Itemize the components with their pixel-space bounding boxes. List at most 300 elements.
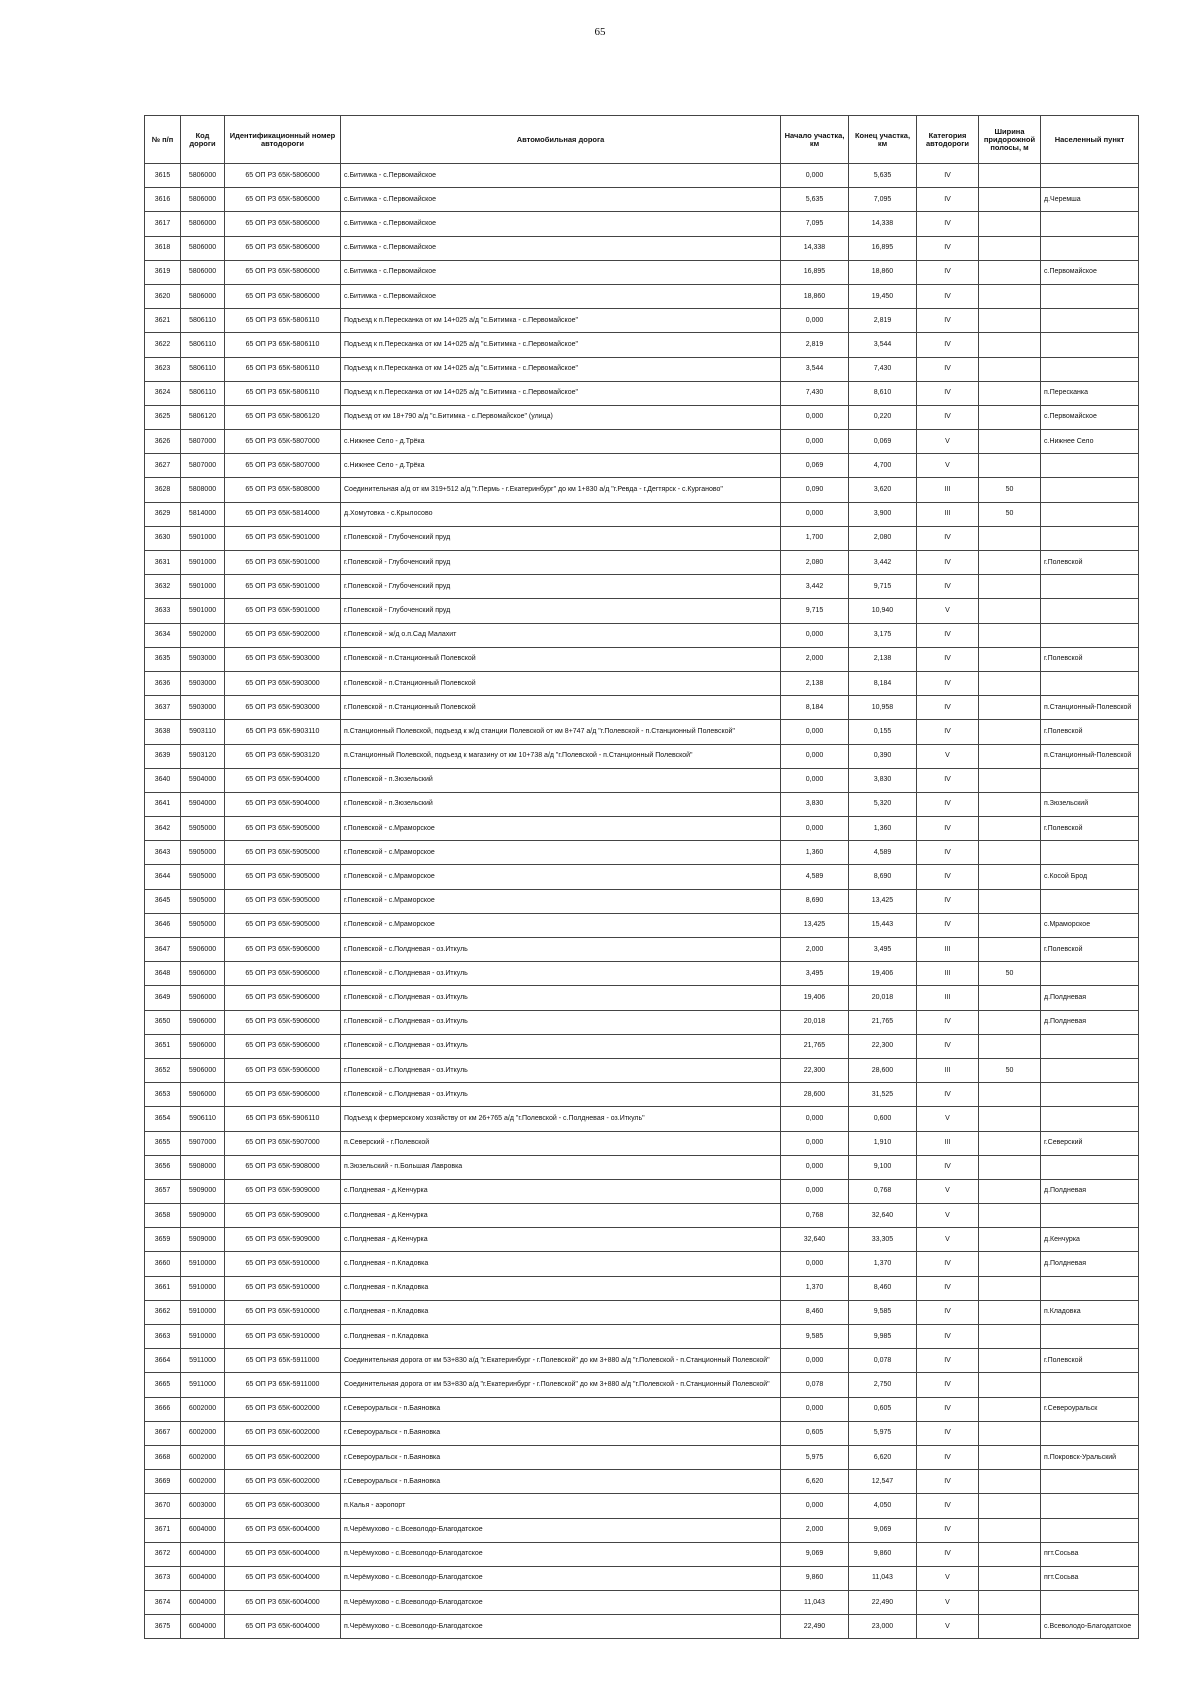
cell-end-km: 22,490 <box>849 1591 917 1615</box>
table-row <box>145 405 1139 429</box>
cell-road-code: 5905000 <box>181 913 225 937</box>
table-row <box>145 502 1139 526</box>
cell-road-code: 5806000 <box>181 260 225 284</box>
cell-settlement: с.Нижнее Село <box>1041 430 1139 454</box>
cell-index: 3656 <box>145 1155 181 1179</box>
cell-road-name: с.Полдневая - д.Кенчурка <box>341 1179 781 1203</box>
cell-start-km: 7,095 <box>781 212 849 236</box>
cell-index: 3666 <box>145 1397 181 1421</box>
cell-roadside-width <box>979 260 1041 284</box>
cell-category: IV <box>917 526 979 550</box>
table-row <box>145 1542 1139 1566</box>
cell-category: IV <box>917 1397 979 1421</box>
cell-road-name: с.Полдневая - д.Кенчурка <box>341 1204 781 1228</box>
cell-road-code: 5901000 <box>181 599 225 623</box>
cell-road-code: 6004000 <box>181 1615 225 1639</box>
table-row <box>145 454 1139 478</box>
cell-road-code: 5902000 <box>181 623 225 647</box>
cell-end-km: 0,605 <box>849 1397 917 1421</box>
cell-roadside-width <box>979 986 1041 1010</box>
cell-roadside-width <box>979 1131 1041 1155</box>
table-row <box>145 1083 1139 1107</box>
cell-road-code: 5911000 <box>181 1373 225 1397</box>
cell-index: 3637 <box>145 696 181 720</box>
cell-end-km: 5,320 <box>849 792 917 816</box>
cell-road-id: 65 ОП РЗ 65К-5908000 <box>225 1155 341 1179</box>
cell-end-km: 3,442 <box>849 551 917 575</box>
cell-road-name: г.Полевской - Глубоченский пруд <box>341 575 781 599</box>
table-row <box>145 889 1139 913</box>
cell-category: IV <box>917 1470 979 1494</box>
table-row <box>145 333 1139 357</box>
cell-category: V <box>917 1591 979 1615</box>
cell-road-code: 6004000 <box>181 1518 225 1542</box>
cell-road-id: 65 ОП РЗ 65К-6004000 <box>225 1542 341 1566</box>
cell-road-name: Соединительная дорога от км 53+830 а/д "г.Екатеринбург - г.Полевской" до км 3+880 а/д "г.Полевской - п.Станционный Полевской" <box>341 1373 781 1397</box>
cell-road-id: 65 ОП РЗ 65К-5909000 <box>225 1179 341 1203</box>
cell-roadside-width <box>979 430 1041 454</box>
cell-end-km: 0,768 <box>849 1179 917 1203</box>
cell-road-name: Подъезд к п.Пересканка от км 14+025 а/д "с.Битимка - с.Первомайское" <box>341 381 781 405</box>
cell-road-id: 65 ОП РЗ 65К-5806000 <box>225 212 341 236</box>
cell-end-km: 5,635 <box>849 164 917 188</box>
cell-roadside-width <box>979 1566 1041 1590</box>
header-end-km: Конец участка, км <box>849 116 917 164</box>
cell-settlement <box>1041 1107 1139 1131</box>
cell-roadside-width: 50 <box>979 1058 1041 1082</box>
cell-roadside-width: 50 <box>979 962 1041 986</box>
cell-category: IV <box>917 284 979 308</box>
cell-settlement: п.Пересканка <box>1041 381 1139 405</box>
cell-index: 3621 <box>145 309 181 333</box>
cell-category: IV <box>917 1034 979 1058</box>
cell-road-id: 65 ОП РЗ 65К-5903120 <box>225 744 341 768</box>
cell-road-id: 65 ОП РЗ 65К-5905000 <box>225 841 341 865</box>
cell-start-km: 3,544 <box>781 357 849 381</box>
cell-road-name: п.Станционный Полевской, подъезд к магазину от км 10+738 а/д "г.Полевской - п.Станционный Полевской" <box>341 744 781 768</box>
cell-road-code: 5903000 <box>181 696 225 720</box>
cell-index: 3623 <box>145 357 181 381</box>
cell-road-code: 5808000 <box>181 478 225 502</box>
cell-settlement: г.Полевской <box>1041 720 1139 744</box>
cell-start-km: 22,300 <box>781 1058 849 1082</box>
cell-index: 3655 <box>145 1131 181 1155</box>
cell-category: IV <box>917 236 979 260</box>
cell-roadside-width <box>979 647 1041 671</box>
cell-road-name: г.Полевской - с.Мраморское <box>341 913 781 937</box>
cell-start-km: 0,000 <box>781 1397 849 1421</box>
cell-road-id: 65 ОП РЗ 65К-5906000 <box>225 986 341 1010</box>
table-row <box>145 720 1139 744</box>
cell-category: III <box>917 502 979 526</box>
cell-settlement <box>1041 671 1139 695</box>
cell-road-code: 5907000 <box>181 1131 225 1155</box>
cell-roadside-width <box>979 623 1041 647</box>
cell-roadside-width <box>979 1300 1041 1324</box>
cell-settlement: с.Всеволодо-Благодатское <box>1041 1615 1139 1639</box>
cell-category: IV <box>917 1300 979 1324</box>
cell-road-name: с.Битимка - с.Первомайское <box>341 236 781 260</box>
cell-settlement: г.Полевской <box>1041 817 1139 841</box>
cell-index: 3624 <box>145 381 181 405</box>
table-row <box>145 1518 1139 1542</box>
cell-road-id: 65 ОП РЗ 65К-5905000 <box>225 889 341 913</box>
cell-category: IV <box>917 817 979 841</box>
cell-end-km: 13,425 <box>849 889 917 913</box>
cell-settlement <box>1041 1276 1139 1300</box>
cell-category: III <box>917 478 979 502</box>
cell-start-km: 0,000 <box>781 1131 849 1155</box>
cell-road-code: 5806110 <box>181 333 225 357</box>
cell-start-km: 2,819 <box>781 333 849 357</box>
cell-road-code: 5905000 <box>181 817 225 841</box>
cell-roadside-width <box>979 1204 1041 1228</box>
cell-category: IV <box>917 260 979 284</box>
cell-index: 3669 <box>145 1470 181 1494</box>
cell-category: V <box>917 1179 979 1203</box>
cell-end-km: 7,095 <box>849 188 917 212</box>
cell-road-code: 5905000 <box>181 841 225 865</box>
cell-category: IV <box>917 913 979 937</box>
cell-road-name: Соединительная дорога от км 53+830 а/д "г.Екатеринбург - г.Полевской" до км 3+880 а/д "г.Полевской - п.Станционный Полевской" <box>341 1349 781 1373</box>
cell-start-km: 16,895 <box>781 260 849 284</box>
cell-index: 3670 <box>145 1494 181 1518</box>
table-row <box>145 1204 1139 1228</box>
cell-end-km: 12,547 <box>849 1470 917 1494</box>
cell-road-id: 65 ОП РЗ 65К-6002000 <box>225 1421 341 1445</box>
cell-settlement: с.Первомайское <box>1041 405 1139 429</box>
cell-index: 3618 <box>145 236 181 260</box>
cell-start-km: 20,018 <box>781 1010 849 1034</box>
cell-end-km: 19,406 <box>849 962 917 986</box>
cell-road-code: 5909000 <box>181 1228 225 1252</box>
cell-start-km: 1,700 <box>781 526 849 550</box>
cell-start-km: 2,080 <box>781 551 849 575</box>
cell-start-km: 7,430 <box>781 381 849 405</box>
cell-roadside-width <box>979 744 1041 768</box>
cell-roadside-width <box>979 696 1041 720</box>
cell-road-code: 5807000 <box>181 430 225 454</box>
cell-category: IV <box>917 623 979 647</box>
cell-road-code: 5814000 <box>181 502 225 526</box>
cell-road-id: 65 ОП РЗ 65К-5909000 <box>225 1228 341 1252</box>
cell-roadside-width <box>979 164 1041 188</box>
cell-index: 3644 <box>145 865 181 889</box>
cell-settlement <box>1041 1591 1139 1615</box>
header-index: № п/п <box>145 116 181 164</box>
cell-road-code: 5905000 <box>181 865 225 889</box>
cell-index: 3673 <box>145 1566 181 1590</box>
cell-roadside-width <box>979 526 1041 550</box>
table-row <box>145 309 1139 333</box>
cell-start-km: 0,000 <box>781 744 849 768</box>
cell-road-id: 65 ОП РЗ 65К-5901000 <box>225 551 341 575</box>
cell-road-id: 65 ОП РЗ 65К-5806000 <box>225 164 341 188</box>
cell-index: 3647 <box>145 938 181 962</box>
cell-index: 3616 <box>145 188 181 212</box>
table-row <box>145 1228 1139 1252</box>
cell-road-name: г.Полевской - п.Станционный Полевской <box>341 671 781 695</box>
cell-category: V <box>917 744 979 768</box>
cell-category: IV <box>917 212 979 236</box>
cell-index: 3641 <box>145 792 181 816</box>
cell-end-km: 9,715 <box>849 575 917 599</box>
cell-roadside-width <box>979 575 1041 599</box>
cell-road-name: п.Станционный Полевской, подъезд к ж/д станции Полевской от км 8+747 а/д "г.Полевской - п.Станционный Полевской" <box>341 720 781 744</box>
cell-index: 3640 <box>145 768 181 792</box>
cell-settlement <box>1041 575 1139 599</box>
cell-road-code: 5806110 <box>181 381 225 405</box>
table-row <box>145 1421 1139 1445</box>
cell-start-km: 0,000 <box>781 430 849 454</box>
cell-road-id: 65 ОП РЗ 65К-5904000 <box>225 768 341 792</box>
cell-roadside-width <box>979 768 1041 792</box>
cell-road-code: 5807000 <box>181 454 225 478</box>
table-row <box>145 260 1139 284</box>
cell-category: IV <box>917 696 979 720</box>
cell-start-km: 0,000 <box>781 1494 849 1518</box>
cell-index: 3635 <box>145 647 181 671</box>
cell-settlement: п.Зюзельский <box>1041 792 1139 816</box>
cell-road-name: г.Полевской - с.Полдневая - оз.Иткуль <box>341 1058 781 1082</box>
cell-road-name: г.Полевской - с.Полдневая - оз.Иткуль <box>341 1083 781 1107</box>
cell-road-code: 5806000 <box>181 188 225 212</box>
cell-index: 3648 <box>145 962 181 986</box>
cell-road-name: Подъезд к п.Пересканка от км 14+025 а/д "с.Битимка - с.Первомайское" <box>341 333 781 357</box>
cell-roadside-width <box>979 333 1041 357</box>
cell-start-km: 6,620 <box>781 1470 849 1494</box>
cell-roadside-width <box>979 454 1041 478</box>
cell-road-code: 6004000 <box>181 1591 225 1615</box>
cell-roadside-width <box>979 1179 1041 1203</box>
cell-roadside-width <box>979 357 1041 381</box>
cell-start-km: 9,069 <box>781 1542 849 1566</box>
cell-road-name: г.Полевской - ж/д о.п.Сад Малахит <box>341 623 781 647</box>
cell-settlement <box>1041 164 1139 188</box>
cell-index: 3665 <box>145 1373 181 1397</box>
cell-end-km: 0,155 <box>849 720 917 744</box>
cell-road-code: 5806120 <box>181 405 225 429</box>
cell-road-name: г.Полевской - Глубоченский пруд <box>341 551 781 575</box>
cell-start-km: 18,860 <box>781 284 849 308</box>
table-row <box>145 1010 1139 1034</box>
table-row <box>145 744 1139 768</box>
table-row <box>145 1034 1139 1058</box>
cell-index: 3619 <box>145 260 181 284</box>
cell-start-km: 0,768 <box>781 1204 849 1228</box>
cell-category: III <box>917 962 979 986</box>
table-row <box>145 1058 1139 1082</box>
cell-road-id: 65 ОП РЗ 65К-5909000 <box>225 1204 341 1228</box>
cell-index: 3661 <box>145 1276 181 1300</box>
cell-settlement: г.Полевской <box>1041 551 1139 575</box>
table-row <box>145 1470 1139 1494</box>
cell-start-km: 21,765 <box>781 1034 849 1058</box>
cell-start-km: 0,069 <box>781 454 849 478</box>
cell-roadside-width <box>979 1083 1041 1107</box>
cell-start-km: 22,490 <box>781 1615 849 1639</box>
cell-road-code: 5909000 <box>181 1179 225 1203</box>
cell-end-km: 0,220 <box>849 405 917 429</box>
cell-road-code: 5904000 <box>181 792 225 816</box>
cell-road-id: 65 ОП РЗ 65К-5911000 <box>225 1349 341 1373</box>
cell-roadside-width <box>979 720 1041 744</box>
cell-road-id: 65 ОП РЗ 65К-5808000 <box>225 478 341 502</box>
cell-index: 3651 <box>145 1034 181 1058</box>
cell-category: IV <box>917 1252 979 1276</box>
cell-road-name: г.Североуральск - п.Баяновка <box>341 1421 781 1445</box>
cell-index: 3620 <box>145 284 181 308</box>
cell-road-code: 5903110 <box>181 720 225 744</box>
cell-road-code: 5910000 <box>181 1325 225 1349</box>
table-row <box>145 696 1139 720</box>
cell-index: 3627 <box>145 454 181 478</box>
cell-end-km: 7,430 <box>849 357 917 381</box>
cell-roadside-width: 50 <box>979 478 1041 502</box>
cell-road-name: с.Полдневая - д.Кенчурка <box>341 1228 781 1252</box>
cell-end-km: 8,184 <box>849 671 917 695</box>
cell-road-id: 65 ОП РЗ 65К-5906000 <box>225 1034 341 1058</box>
table-row <box>145 1300 1139 1324</box>
cell-start-km: 2,000 <box>781 1518 849 1542</box>
cell-start-km: 3,830 <box>781 792 849 816</box>
cell-index: 3642 <box>145 817 181 841</box>
cell-end-km: 9,585 <box>849 1300 917 1324</box>
cell-road-id: 65 ОП РЗ 65К-5906000 <box>225 962 341 986</box>
cell-road-code: 5910000 <box>181 1252 225 1276</box>
cell-road-code: 5806000 <box>181 164 225 188</box>
cell-settlement <box>1041 1470 1139 1494</box>
cell-settlement: г.Северский <box>1041 1131 1139 1155</box>
table-row <box>145 913 1139 937</box>
cell-road-name: с.Нижнее Село - д.Трёка <box>341 430 781 454</box>
cell-end-km: 1,360 <box>849 817 917 841</box>
cell-road-id: 65 ОП РЗ 65К-5911000 <box>225 1373 341 1397</box>
cell-end-km: 2,750 <box>849 1373 917 1397</box>
cell-category: V <box>917 1615 979 1639</box>
table-row <box>145 188 1139 212</box>
cell-road-id: 65 ОП РЗ 65К-6002000 <box>225 1397 341 1421</box>
cell-road-id: 65 ОП РЗ 65К-5910000 <box>225 1300 341 1324</box>
cell-settlement: г.Полевской <box>1041 647 1139 671</box>
cell-start-km: 0,000 <box>781 1155 849 1179</box>
cell-road-name: с.Битимка - с.Первомайское <box>341 212 781 236</box>
cell-road-code: 5906000 <box>181 1083 225 1107</box>
cell-road-name: г.Полевской - с.Мраморское <box>341 817 781 841</box>
cell-start-km: 0,000 <box>781 502 849 526</box>
cell-start-km: 28,600 <box>781 1083 849 1107</box>
cell-road-id: 65 ОП РЗ 65К-5906000 <box>225 1010 341 1034</box>
cell-category: IV <box>917 551 979 575</box>
cell-start-km: 0,000 <box>781 817 849 841</box>
table-row <box>145 986 1139 1010</box>
cell-road-code: 5905000 <box>181 889 225 913</box>
cell-category: IV <box>917 1445 979 1469</box>
cell-index: 3633 <box>145 599 181 623</box>
cell-road-id: 65 ОП РЗ 65К-5901000 <box>225 599 341 623</box>
cell-road-id: 65 ОП РЗ 65К-5806120 <box>225 405 341 429</box>
cell-settlement <box>1041 1034 1139 1058</box>
cell-end-km: 11,043 <box>849 1566 917 1590</box>
cell-index: 3663 <box>145 1325 181 1349</box>
cell-start-km: 8,184 <box>781 696 849 720</box>
cell-road-code: 5903000 <box>181 647 225 671</box>
cell-index: 3671 <box>145 1518 181 1542</box>
cell-start-km: 0,090 <box>781 478 849 502</box>
cell-start-km: 2,000 <box>781 647 849 671</box>
cell-start-km: 9,715 <box>781 599 849 623</box>
cell-road-code: 5906000 <box>181 986 225 1010</box>
cell-road-id: 65 ОП РЗ 65К-5902000 <box>225 623 341 647</box>
cell-category: IV <box>917 865 979 889</box>
cell-category: IV <box>917 1010 979 1034</box>
cell-road-name: г.Североуральск - п.Баяновка <box>341 1470 781 1494</box>
cell-index: 3664 <box>145 1349 181 1373</box>
cell-end-km: 22,300 <box>849 1034 917 1058</box>
cell-settlement <box>1041 357 1139 381</box>
table-row <box>145 1325 1139 1349</box>
cell-road-name: г.Полевской - с.Полдневая - оз.Иткуль <box>341 1010 781 1034</box>
cell-road-id: 65 ОП РЗ 65К-6004000 <box>225 1518 341 1542</box>
cell-settlement: п.Станционный-Полевской <box>1041 696 1139 720</box>
header-road-name: Автомобильная дорога <box>341 116 781 164</box>
cell-roadside-width <box>979 1107 1041 1131</box>
cell-index: 3617 <box>145 212 181 236</box>
table-row <box>145 1179 1139 1203</box>
header-road-code: Код дороги <box>181 116 225 164</box>
cell-index: 3638 <box>145 720 181 744</box>
cell-road-code: 5908000 <box>181 1155 225 1179</box>
cell-start-km: 1,370 <box>781 1276 849 1300</box>
cell-end-km: 8,460 <box>849 1276 917 1300</box>
cell-road-name: г.Полевской - п.Станционный Полевской <box>341 696 781 720</box>
cell-settlement <box>1041 1494 1139 1518</box>
table-row <box>145 938 1139 962</box>
cell-roadside-width <box>979 188 1041 212</box>
cell-settlement: г.Полевской <box>1041 1349 1139 1373</box>
cell-roadside-width <box>979 889 1041 913</box>
cell-category: IV <box>917 1373 979 1397</box>
cell-category: V <box>917 1566 979 1590</box>
cell-road-code: 5901000 <box>181 575 225 599</box>
cell-roadside-width <box>979 1276 1041 1300</box>
cell-category: V <box>917 599 979 623</box>
cell-category: IV <box>917 841 979 865</box>
cell-start-km: 5,975 <box>781 1445 849 1469</box>
roads-table <box>144 115 1139 1639</box>
table-row <box>145 381 1139 405</box>
cell-road-id: 65 ОП РЗ 65К-5807000 <box>225 454 341 478</box>
cell-end-km: 19,450 <box>849 284 917 308</box>
cell-end-km: 23,000 <box>849 1615 917 1639</box>
cell-roadside-width <box>979 405 1041 429</box>
cell-road-id: 65 ОП РЗ 65К-6003000 <box>225 1494 341 1518</box>
table-row <box>145 1494 1139 1518</box>
cell-end-km: 3,544 <box>849 333 917 357</box>
cell-road-code: 5903120 <box>181 744 225 768</box>
cell-end-km: 4,050 <box>849 1494 917 1518</box>
cell-road-id: 65 ОП РЗ 65К-5906110 <box>225 1107 341 1131</box>
cell-category: III <box>917 1058 979 1082</box>
cell-start-km: 0,000 <box>781 309 849 333</box>
cell-road-code: 5906000 <box>181 1058 225 1082</box>
cell-road-id: 65 ОП РЗ 65К-5906000 <box>225 1058 341 1082</box>
cell-road-name: г.Полевской - с.Полдневая - оз.Иткуль <box>341 1034 781 1058</box>
cell-end-km: 18,860 <box>849 260 917 284</box>
cell-road-id: 65 ОП РЗ 65К-5903110 <box>225 720 341 744</box>
cell-index: 3658 <box>145 1204 181 1228</box>
cell-road-name: г.Полевской - Глубоченский пруд <box>341 526 781 550</box>
